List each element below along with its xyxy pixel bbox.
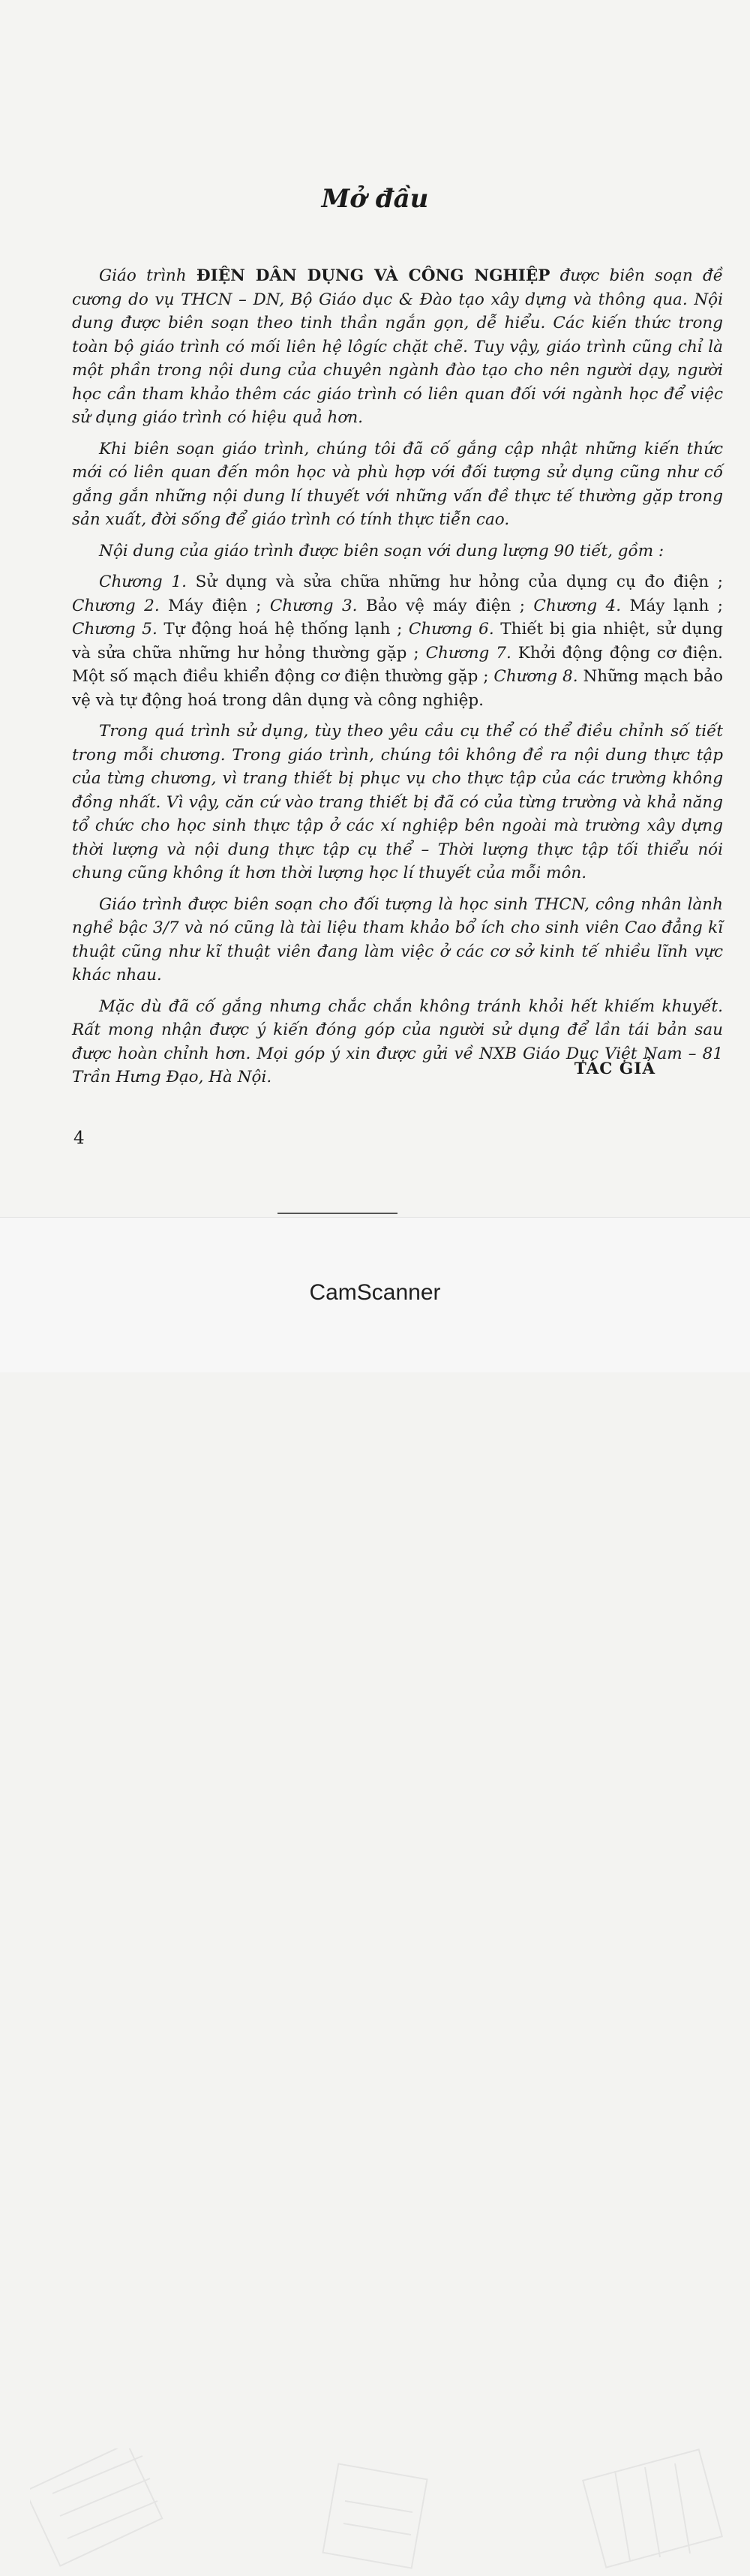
- page-title: Mở đầu: [321, 184, 429, 214]
- grid-doodle-icon: [570, 2448, 735, 2576]
- chapter-text: Sử dụng và sửa chữa những hư hỏng của dụng cụ đo điện ;: [186, 573, 723, 591]
- chapter-text: Tự động hoá hệ thống lạnh ;: [157, 620, 409, 639]
- chapter-text: Máy lạnh ;: [621, 596, 723, 615]
- book-title-text: ĐIỆN DÂN DỤNG VÀ CÔNG NGHIỆP: [196, 266, 550, 285]
- paragraph-compilation: Khi biên soạn giáo trình, chúng tôi đã cố gắng cập nhật những kiến thức mới có liên quan đến môn học và phù hợp với đối tượng sử dụng cũng như cố gắng gắn những nội dung lí thuyết với những vấn đề thực tế thường gặp trong sản xuất, đời sống để giáo trình có tính thực tiễn cao.: [72, 439, 723, 529]
- chapter-text: Thiết bị gia nhiệt, sử dụng và sửa chữa những hư hỏng thường gặp ;: [72, 620, 723, 663]
- paragraph-chapters: [72, 570, 723, 712]
- chapter-label: Chương 6.: [408, 620, 494, 639]
- document-doodle-icon: [315, 2448, 450, 2576]
- grid-doodle-icon: [30, 2448, 180, 2576]
- intro-text-a: Giáo trình: [99, 266, 196, 285]
- author-signature: TÁC GIẢ: [574, 1060, 656, 1078]
- chapter-label: Chương 8.: [494, 667, 578, 686]
- chapter-text: Máy điện ;: [159, 596, 270, 615]
- chapter-label: Chương 1.: [99, 573, 187, 591]
- paragraph-feedback: Mặc dù đã cố gắng nhưng chắc chắn không tránh khỏi hết khiếm khuyết. Rất mong nhận được ý kiến đóng góp của người sử dụng để lần tái bản sau được hoàn chỉnh hơn. Mọi góp ý xin được gửi về NXB Giáo Dục Việt Nam – 81 Trần Hưng Đạo, Hà Nội.: [72, 996, 723, 1087]
- chapter-label: Chương 2.: [72, 596, 160, 615]
- page-bottom-rule: [278, 1213, 398, 1214]
- page-number: 4: [74, 1129, 85, 1148]
- chapter-label: Chương 3.: [269, 596, 358, 615]
- chapter-label: Chương 5.: [72, 620, 158, 639]
- intro-text-c: được biên soạn đề cương do vụ THCN – DN, Bộ Giáo dục & Đào tạo xây dựng và thông qua. Nội dung được biên soạn theo tinh thần ngắn gọn, dễ hiểu. Các kiến thức trong toàn bộ giáo trình có mối liên hệ lôgíc chặt chẽ. Tuy vậy, giáo trình cũng chỉ là một phần trong nội dung của chuyên ngành đào tạo cho nên người dạy, người học cần tham khảo thêm các giáo trình có liên quan đối với ngành học để việc sử dụng giáo trình có hiệu quả hơn.: [72, 266, 723, 427]
- chapter-label: Chương 7.: [425, 643, 512, 663]
- paragraph-intro: [72, 264, 723, 430]
- document-body: [72, 264, 723, 1097]
- scanned-page: [0, 0, 750, 1216]
- paragraph-audience: Giáo trình được biên soạn cho đối tượng là học sinh THCN, công nhân lành nghề bậc 3/7 và nó cũng là tài liệu tham khảo bổ ích cho sinh viên Cao đẳng kĩ thuật cũng như kĩ thuật viên đang làm việc ở các cơ sở kinh tế nhiều lĩnh vực khác nhau.: [72, 894, 723, 984]
- chapter-text: Khởi động động cơ điện. Một số mạch điều khiển động cơ điện thường gặp ;: [72, 643, 724, 686]
- camscanner-brand: CamScanner: [309, 1280, 441, 1305]
- chapter-label: Chương 4.: [533, 596, 622, 615]
- chapter-text: Những mạch bảo vệ và tự động hoá trong dân dụng và công nghiệp.: [72, 667, 723, 710]
- chapter-text: Bảo vệ máy điện ;: [357, 596, 534, 615]
- paragraph-usage: Trong quá trình sử dụng, tùy theo yêu cầu cụ thể có thể điều chỉnh số tiết trong mỗi chương. Trong giáo trình, chúng tôi không đề ra nội dung thực tập của từng chương, vì trang thiết bị phục vụ cho thực tập của các trường không đồng nhất. Vì vậy, căn cứ vào trang thiết bị đã có của từng trường và khả năng tổ chức cho học sinh thực tập ở các xí nghiệp bên ngoài mà trường xây dựng thời lượng và nội dung thực tập cụ thể – Thời lượng thực tập tối thiểu nói chung cũng không ít hơn thời lượng học lí thuyết của mỗi môn.: [72, 722, 723, 882]
- paragraph-content-volume: Nội dung của giáo trình được biên soạn với dung lượng 90 tiết, gồm :: [99, 541, 664, 561]
